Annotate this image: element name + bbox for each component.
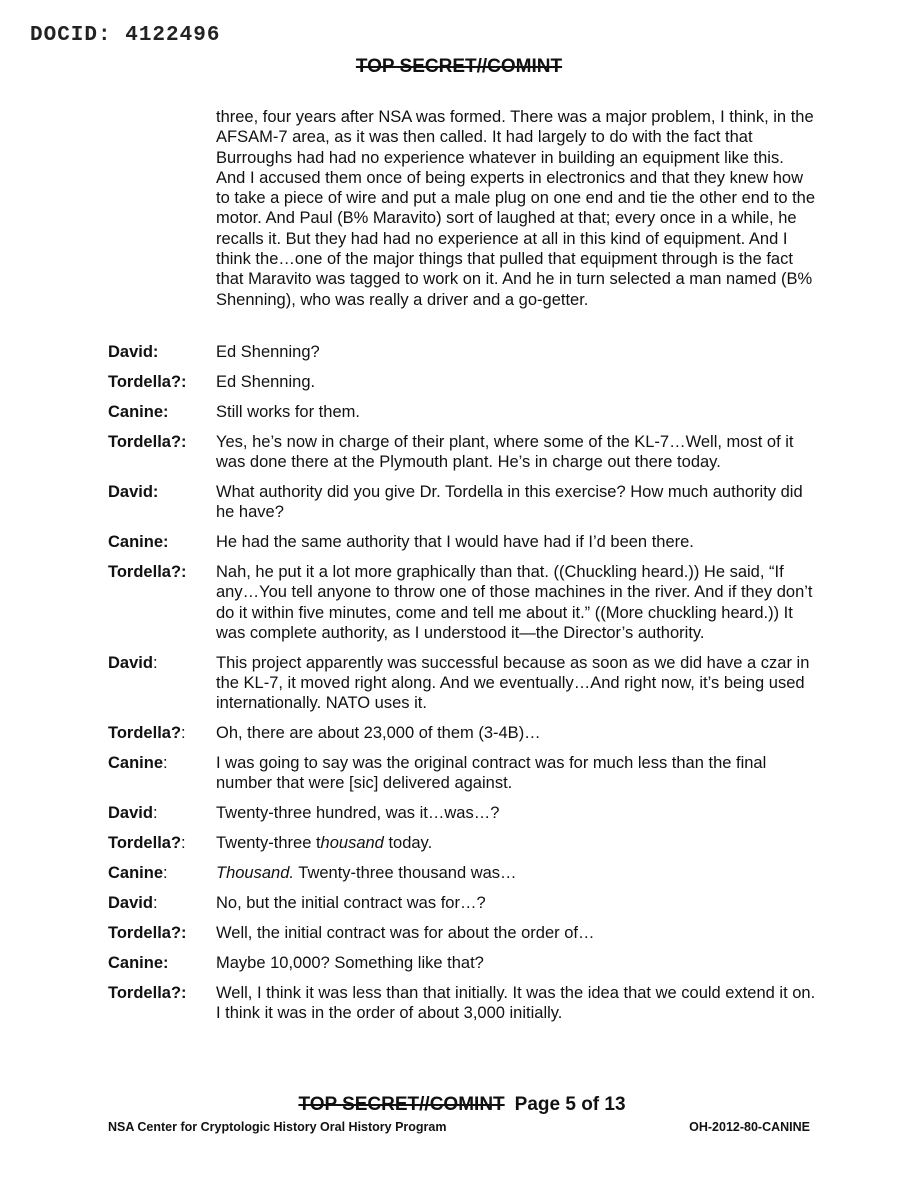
speech-text: I was going to say was the original contract was for much less than the final number that were [sic] delivered against.: [216, 754, 767, 793]
speech-text: [216, 863, 818, 883]
transcript-dialogue: [108, 342, 818, 1033]
speech-text: This project apparently was successful because as soon as we did have a czar in the KL-7, it moved right along. And we eventually…And right now, it’s being used internationally. NATO uses it.: [216, 653, 810, 713]
dialogue-row: [108, 833, 818, 853]
speaker-label: Tordella?:: [108, 923, 187, 942]
speaker-name: Canine: [108, 754, 164, 773]
speaker-label: David:: [108, 653, 158, 672]
dialogue-row: [108, 562, 818, 643]
dialogue-row: [108, 482, 818, 523]
dialogue-row: [108, 342, 818, 362]
speaker-name: Tordella?: [108, 724, 182, 743]
speech-text: Maybe 10,000? Something like that?: [216, 953, 484, 972]
dialogue-row: [108, 372, 818, 392]
top-classification-banner: [0, 56, 918, 78]
speech-text: [216, 833, 818, 853]
speech-part: Twenty-three t: [216, 834, 321, 853]
speech-part: Twenty-three thousand was…: [293, 864, 517, 883]
document-number: OH-2012-80-CANINE: [689, 1120, 810, 1134]
document-id: DOCID: 4122496: [30, 24, 221, 47]
dialogue-row: [108, 753, 818, 794]
speaker-label: Tordella?:: [108, 834, 186, 853]
dialogue-row: [108, 402, 818, 422]
speaker-label: Tordella?:: [108, 432, 187, 451]
speech-text: Yes, he’s now in charge of their plant, where some of the KL-7…Well, most of it was done there at the Plymouth plant. He’s in charge out there today.: [216, 432, 794, 471]
speech-part: today.: [383, 834, 433, 853]
speaker-label: David:: [108, 482, 159, 501]
classification-marking: TOP SECRET//COMINT: [298, 1094, 505, 1115]
speech-text: Well, I think it was less than that initially. It was the idea that we could extend it on. I think it was in the order of about 3,000 initially.: [216, 983, 816, 1022]
dialogue-row: [108, 953, 818, 973]
speaker-label: Tordella?:: [108, 724, 186, 743]
speech-text: Ed Shenning?: [216, 343, 320, 361]
speaker-label: David:: [108, 893, 158, 912]
speaker-name: Tordella?: [108, 834, 182, 853]
speech-emphasis: housand: [320, 834, 384, 853]
speech-text: Ed Shenning.: [216, 372, 316, 391]
speaker-label: Canine:: [108, 953, 169, 972]
speaker-label: David:: [108, 804, 158, 823]
speaker-name: David: [108, 653, 153, 672]
speaker-label: Tordella?:: [108, 983, 187, 1002]
speaker-label: David:: [108, 343, 159, 361]
speech-text: Oh, there are about 23,000 of them (3-4B)…: [216, 724, 541, 743]
speaker-label: Canine:: [108, 754, 168, 773]
speech-text: Twenty-three hundred, was it…was…?: [216, 804, 500, 823]
intro-paragraph: three, four years after NSA was formed. There was a major problem, I think, in the AFSAM-7 area, as it was then called. It had largely to do with the fact that Burroughs had had no experience whatever in building an equipment like this. And I accused them once of being experts in electronics and that they knew how to take a piece of wire and put a male plug on one end and tie the other end to the motor. And Paul (B% Maravito) sort of laughed at that; every once in a while, he recalls it. But they had had no experience at all in this kind of equipment. And I think the…one of the major things that pulled that equipment through is the fact that Maravito was tagged to work on it. And he in turn selected a man named (B% Shenning), who was really a driver and a go-getter.: [216, 108, 816, 309]
speaker-label: Tordella?:: [108, 372, 187, 391]
speaker-name: David: [108, 804, 153, 823]
dialogue-row: [108, 653, 818, 714]
speech-emphasis: Thousand.: [216, 864, 294, 883]
speaker-name: David: [108, 893, 153, 912]
speech-text: Nah, he put it a lot more graphically than that. ((Chuckling heard.)) He said, “If any…You tell anyone to throw one of those machines in the river. And if they don’t do it within five minutes, come and tell me about it.” ((More chuckling heard.)) It was complete authority, as I understood it—the Director’s authority.: [216, 562, 813, 642]
speech-text: Well, the initial contract was for about the order of…: [216, 923, 595, 942]
speech-text: What authority did you give Dr. Tordella in this exercise? How much authority did he have?: [216, 482, 803, 522]
page-number: Page 5 of 13: [514, 1094, 626, 1115]
speaker-label: Canine:: [108, 402, 169, 421]
speaker-label: Canine:: [108, 533, 169, 552]
dialogue-row: [108, 803, 818, 823]
footer-classification-line: [0, 1094, 918, 1116]
dialogue-row: [108, 532, 818, 552]
program-name: NSA Center for Cryptologic History Oral History Program: [108, 1120, 447, 1134]
dialogue-row: [108, 983, 818, 1024]
speech-text: No, but the initial contract was for…?: [216, 893, 486, 912]
dialogue-row: [108, 863, 818, 883]
speaker-name: Canine: [108, 864, 164, 883]
dialogue-row: [108, 432, 818, 473]
speaker-label: Tordella?:: [108, 562, 187, 581]
speech-text: Still works for them.: [216, 402, 360, 421]
dialogue-row: [108, 923, 818, 943]
dialogue-row: [108, 893, 818, 913]
dialogue-row: [108, 723, 818, 743]
speaker-label: Canine:: [108, 864, 168, 883]
speech-text: He had the same authority that I would have had if I’d been there.: [216, 533, 694, 552]
classification-marking: TOP SECRET//COMINT: [355, 56, 563, 77]
